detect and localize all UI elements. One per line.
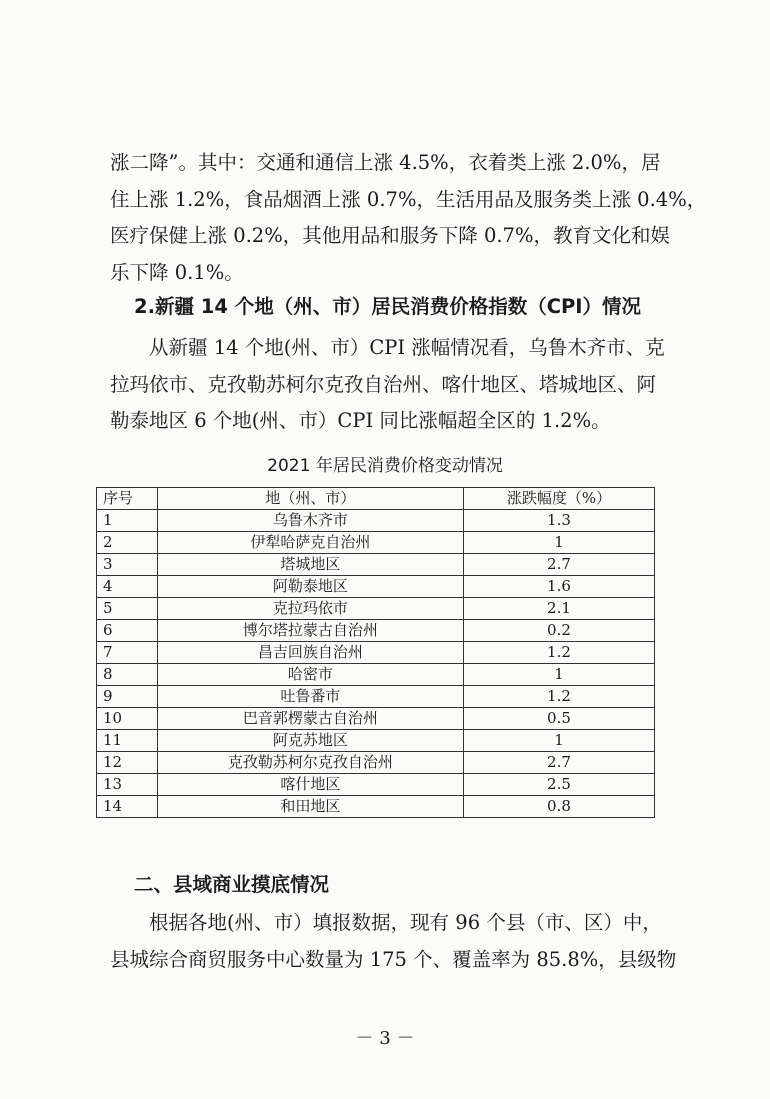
cell-index: 7 [97,642,158,664]
cell-change: 2.1 [463,598,654,620]
cell-change: 0.8 [463,796,654,818]
paragraph-cpi-categories [110,145,707,291]
cell-change: 1 [463,664,654,686]
paragraph-county-commerce [110,905,700,978]
cell-change: 1.3 [463,510,654,532]
cell-index: 5 [97,598,158,620]
cell-index: 3 [97,554,158,576]
cell-region: 阿勒泰地区 [157,576,463,598]
table-row [97,642,655,664]
table-row [97,730,655,752]
cell-index: 6 [97,620,158,642]
header-region: 地（州、市） [157,488,463,510]
paragraph-line: 县城综合商贸服务中心数量为 175 个、覆盖率为 85.8%，县级物 [110,947,677,971]
cell-change: 1.2 [463,686,654,708]
cell-index: 12 [97,752,158,774]
cell-index: 8 [97,664,158,686]
cell-region: 克孜勒苏柯尔克孜自治州 [157,752,463,774]
table-row [97,576,655,598]
cell-region: 博尔塔拉蒙古自治州 [157,620,463,642]
page-number: － 3 － [355,1028,415,1049]
cell-region: 和田地区 [157,796,463,818]
table-header-row [97,488,655,510]
cell-change: 1.2 [463,642,654,664]
table-row [97,532,655,554]
table-row [97,620,655,642]
cell-index: 2 [97,532,158,554]
cell-region: 塔城地区 [157,554,463,576]
table-row [97,774,655,796]
cell-change: 1 [463,532,654,554]
paragraph-line: 乐下降 0.1%。 [110,260,244,284]
table-row [97,708,655,730]
paragraph-line: 住上涨 1.2%，食品烟酒上涨 0.7%，生活用品及服务类上涨 0.4%， [110,187,707,211]
cell-region: 乌鲁木齐市 [157,510,463,532]
cell-region: 阿克苏地区 [157,730,463,752]
cell-change: 0.5 [463,708,654,730]
cell-change: 1.6 [463,576,654,598]
cell-region: 喀什地区 [157,774,463,796]
cell-change: 1 [463,730,654,752]
section-heading-regional-cpi: 2.新疆 14 个地（州、市）居民消费价格指数（CPI）情况 [134,295,642,318]
cell-index: 13 [97,774,158,796]
paragraph-line: 从新疆 14 个地(州、市）CPI 涨幅情况看，乌鲁木齐市、克 [110,336,665,359]
paragraph-line: 拉玛依市、克孜勒苏柯尔克孜自治州、喀什地区、塔城地区、阿 [110,372,657,396]
cell-change: 2.7 [463,554,654,576]
table-row [97,796,655,818]
cpi-table [96,487,655,818]
table-row [97,598,655,620]
paragraph-line: 根据各地(州、市）填报数据，现有 96 个县（市、区）中， [110,911,662,934]
paragraph-regional-cpi [110,330,700,440]
cell-index: 1 [97,510,158,532]
cell-region: 克拉玛依市 [157,598,463,620]
paragraph-line: 勒泰地区 6 个地(州、市）CPI 同比涨幅超全区的 1.2%。 [110,409,611,432]
cell-index: 11 [97,730,158,752]
cell-region: 巴音郭楞蒙古自治州 [157,708,463,730]
section-heading-county-commerce: 二、县域商业摸底情况 [134,873,330,896]
header-index: 序号 [97,488,158,510]
table-row [97,510,655,532]
cell-region: 吐鲁番市 [157,686,463,708]
table-body [97,510,655,818]
table-row [97,752,655,774]
table-row [97,554,655,576]
cell-change: 2.7 [463,752,654,774]
cell-change: 0.2 [463,620,654,642]
cell-index: 4 [97,576,158,598]
table-title: 2021 年居民消费价格变动情况 [267,456,503,476]
cell-region: 昌吉回族自治州 [157,642,463,664]
cell-region: 哈密市 [157,664,463,686]
cell-index: 14 [97,796,158,818]
cell-change: 2.5 [463,774,654,796]
table-row [97,686,655,708]
paragraph-line: 医疗保健上涨 0.2%，其他用品和服务下降 0.7%，教育文化和娱 [110,224,670,247]
paragraph-line: 涨二降”。其中：交通和通信上涨 4.5%，衣着类上涨 2.0%，居 [110,151,661,174]
cell-region: 伊犁哈萨克自治州 [157,532,463,554]
cell-index: 9 [97,686,158,708]
cell-index: 10 [97,708,158,730]
header-change: 涨跌幅度（%） [463,488,654,510]
table-row [97,664,655,686]
